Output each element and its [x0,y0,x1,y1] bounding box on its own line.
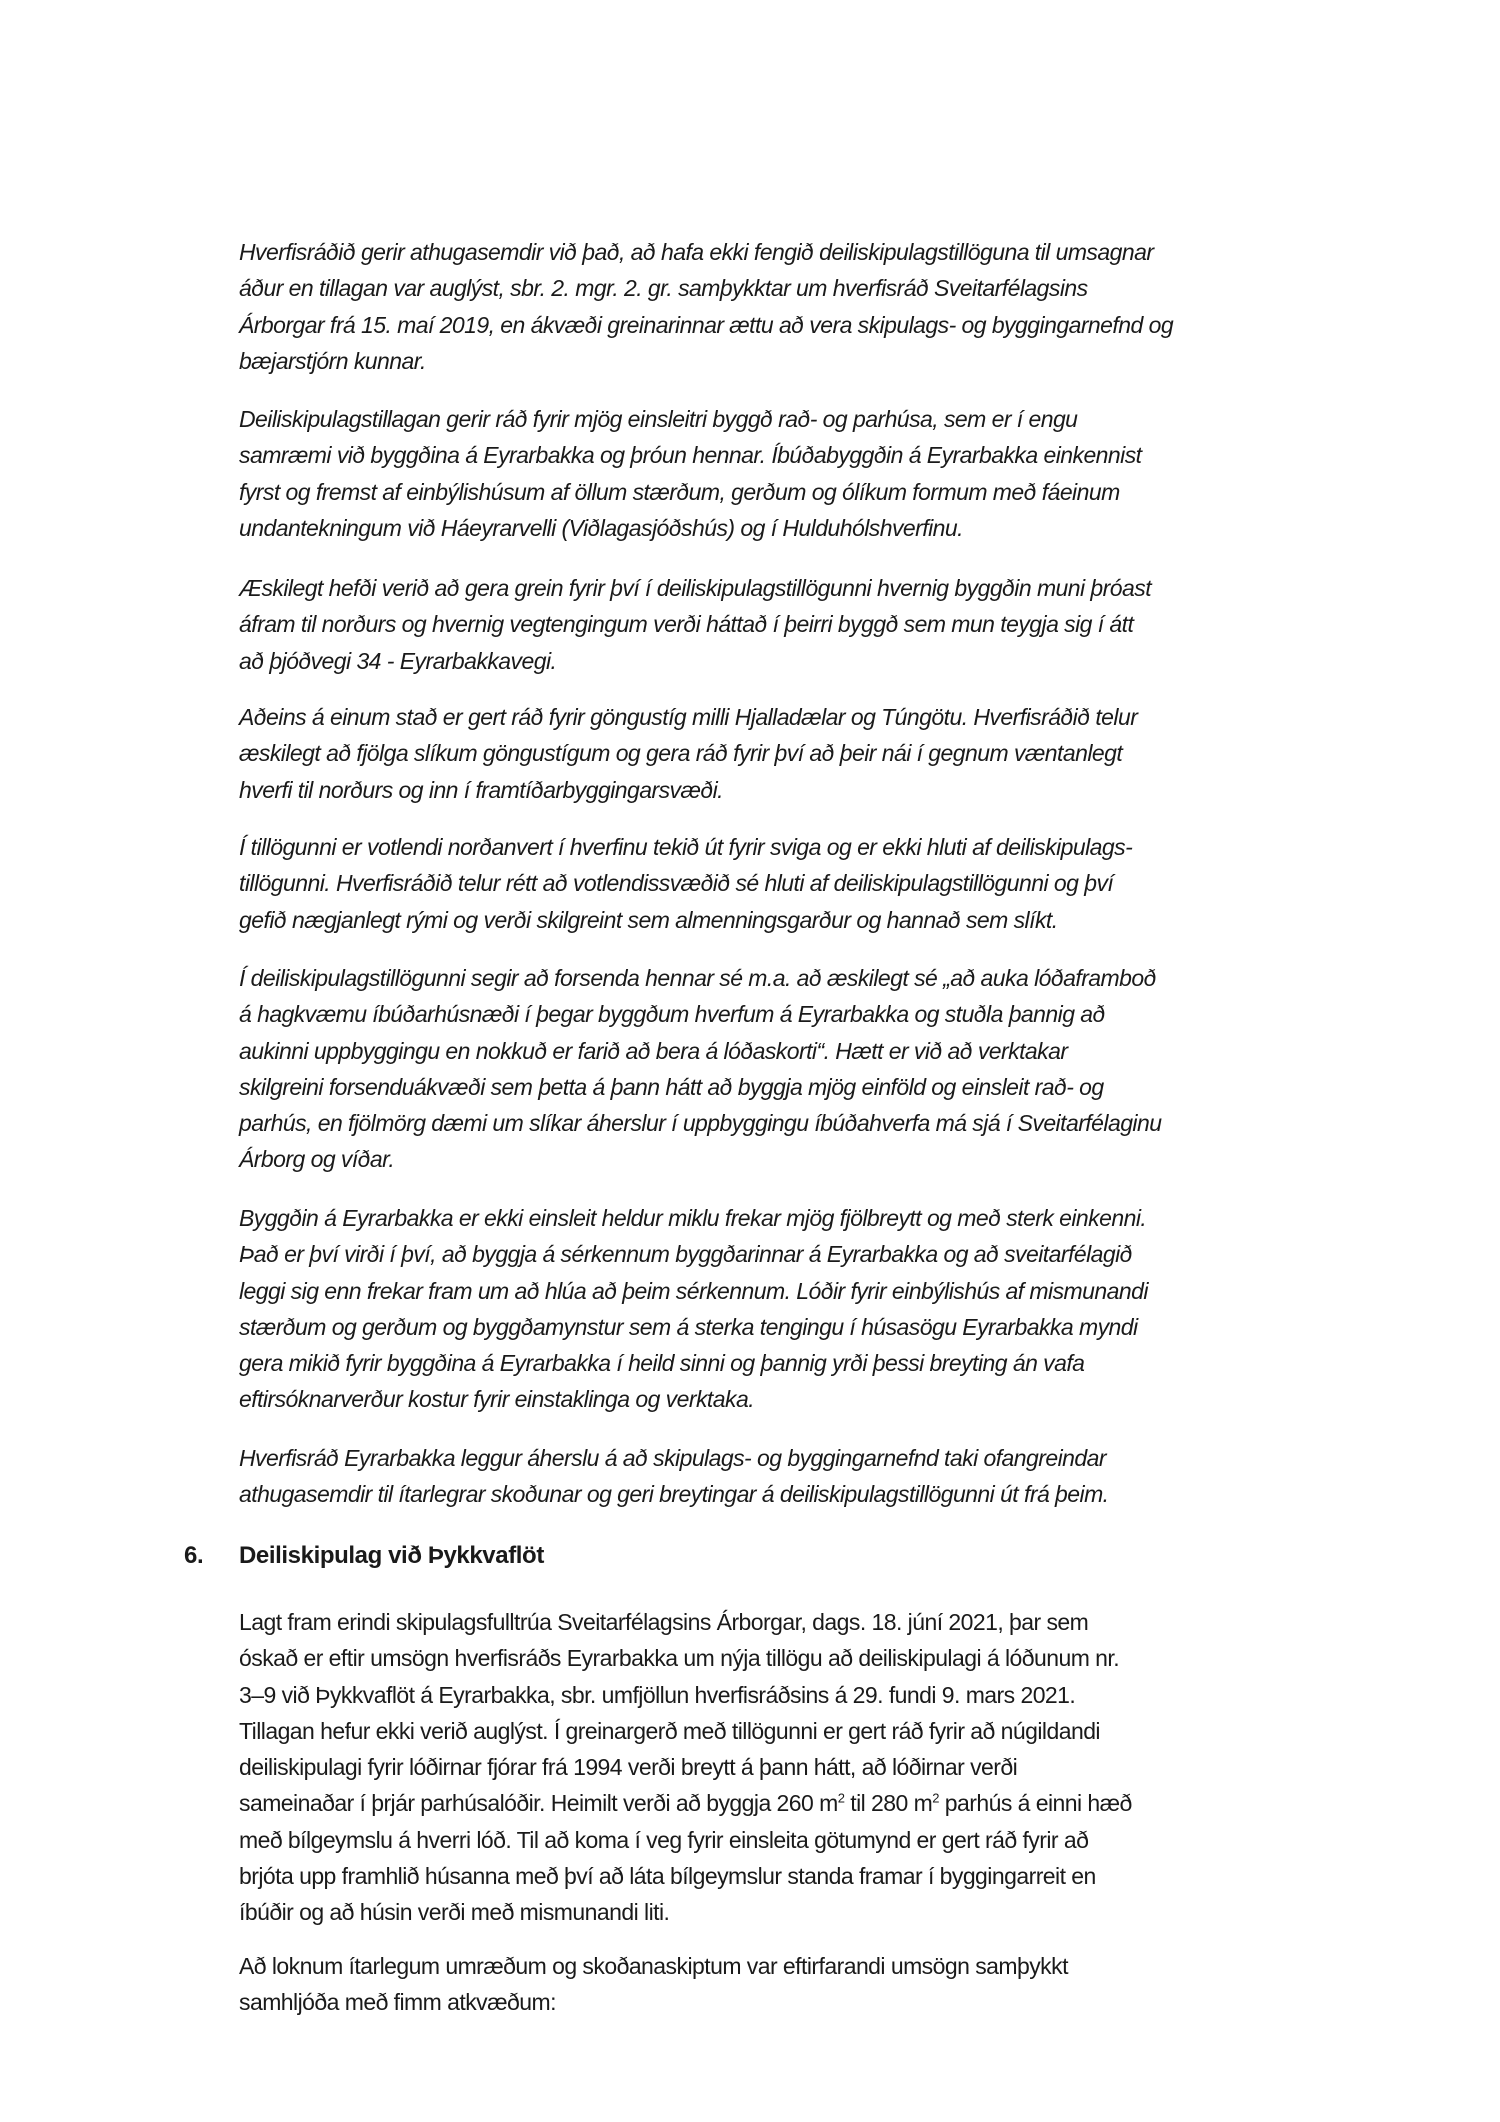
text-line: athugasemdir til ítarlegrar skoðunar og geri breytingar á deiliskipulagstillögunni út frá þeim. [239,1481,1109,1508]
text-line: Í deiliskipulagstillögunni segir að forsenda hennar sé m.a. að æskilegt sé „að auka lóðaframboð [239,965,1156,991]
text-line: að þjóðvegi 34 - Eyrarbakkavegi. [239,647,557,674]
text-line: stærðum og gerðum og byggðamynstur sem á sterka tengingu í húsasögu Eyrarbakka myndi [239,1313,1138,1340]
text-line: deiliskipulagi fyrir lóðirnar fjórar frá 1994 verði breytt á þann hátt, að lóðirnar verði [239,1754,1018,1781]
text-line: hverfi til norðurs og inn í framtíðarbyggingarsvæði. [239,776,724,803]
section-description [239,1604,1359,1931]
comment-paragraph [239,960,1359,1178]
text-line: bæjarstjórn kunnar. [239,347,426,374]
text-line: áður en tillagan var auglýst, sbr. 2. mgr. 2. gr. samþykktar um hverfisráð Sveitarfélagsins [239,275,1088,302]
text-line: Deiliskipulagstillagan gerir ráð fyrir mjög einsleitri byggð rað- og parhúsa, sem er í engu [239,406,1078,432]
text-segment: sameinaðar í þrjár parhúsalóðir. Heimilt verði að byggja 260 m [239,1790,838,1817]
text-line: samhljóða með fimm atkvæðum: [239,1989,556,2016]
text-line: Aðeins á einum stað er gert ráð fyrir göngustíg milli Hjalladælar og Túngötu. Hverfisráðið telur [239,704,1138,730]
text-line: leggi sig enn frekar fram um að hlúa að þeim sérkennum. Lóðir fyrir einbýlishús af mismunandi [239,1277,1148,1304]
text-line: gera mikið fyrir byggðina á Eyrarbakka í heild sinni og þannig yrði þessi breyting án vafa [239,1350,1085,1377]
text-line: tillögunni. Hverfisráðið telur rétt að votlendissvæðið sé hluti af deiliskipulagstillögunni og því [239,870,1114,897]
superscript: 2 [837,1790,845,1806]
text-segment: til 280 m [844,1790,933,1817]
text-line: undantekningum við Háeyrarvelli (Viðlagasjóðshús) og í Hulduhólshverfinu. [239,514,963,541]
text-line: Hverfisráðið gerir athugasemdir við það, að hafa ekki fengið deiliskipulagstillöguna til umsagnar [239,239,1154,265]
text-line: áfram til norðurs og hvernig vegtengingum verði háttað í þeirri byggð sem mun teygja sig í átt [239,611,1134,638]
text-line: Æskilegt hefði verið að gera grein fyrir því í deiliskipulagstillögunni hvernig byggðin muni þróast [239,575,1152,601]
text-line: fyrst og fremst af einbýlishúsum af öllum stærðum, gerðum og ólíkum formum með fáeinum [239,478,1120,505]
section-title: Deiliskipulag við Þykkvaflöt [239,1542,544,1569]
text-line: samræmi við byggðina á Eyrarbakka og þróun hennar. Íbúðabyggðin á Eyrarbakka einkennist [239,442,1142,469]
text-line: íbúðir og að húsin verði með mismunandi liti. [239,1899,670,1926]
text-line: parhús, en fjölmörg dæmi um slíkar áherslur í uppbyggingu íbúðahverfa má sjá í Sveitarfélaginu [239,1110,1162,1137]
text-line: eftirsóknarverður kostur fyrir einstaklinga og verktaka. [239,1386,755,1413]
comment-paragraph [239,234,1359,379]
decision-paragraph [239,1948,1359,2021]
comment-paragraph [239,401,1359,546]
comment-paragraph [239,699,1359,808]
comment-paragraph [239,1440,1359,1513]
text-line: æskilegt að fjölga slíkum göngustígum og gera ráð fyrir því að þeir nái í gegnum væntanlegt [239,740,1123,767]
section-number: 6. [184,1542,204,1569]
section-heading [184,1538,544,1574]
text-line: Hverfisráð Eyrarbakka leggur áherslu á að skipulags- og byggingarnefnd taki ofangreindar [239,1445,1107,1471]
text-line: Árborgar frá 15. maí 2019, en ákvæði greinarinnar ættu að vera skipulags- og byggingarnefnd og [239,311,1174,338]
text-line: 3–9 við Þykkvaflöt á Eyrarbakka, sbr. umfjöllun hverfisráðsins á 29. fundi 9. mars 2021. [239,1681,1076,1708]
text-line [239,1785,1359,1821]
text-line: aukinni uppbyggingu en nokkuð er farið að bera á lóðaskorti“. Hætt er við að verktakar [239,1037,1068,1064]
text-line: Byggðin á Eyrarbakka er ekki einsleit heldur miklu frekar mjög fjölbreytt og með sterk einkenni. [239,1205,1147,1231]
text-line: Það er því virði í því, að byggja á sérkennum byggðarinnar á Eyrarbakka og að sveitarfélagið [239,1241,1132,1268]
text-line: Tillagan hefur ekki verið auglýst. Í greinargerð með tillögunni er gert ráð fyrir að núgildandi [239,1717,1100,1744]
text-segment: parhús á einni hæð [938,1790,1132,1817]
text-line: Að loknum ítarlegum umræðum og skoðanaskiptum var eftirfarandi umsögn samþykkt [239,1953,1068,1979]
text-line: á hagkvæmu íbúðarhúsnæði í þegar byggðum hverfum á Eyrarbakka og stuðla þannig að [239,1001,1105,1028]
comment-paragraph [239,1200,1359,1418]
text-line: Í tillögunni er votlendi norðanvert í hverfinu tekið út fyrir sviga og er ekki hluti af deiliskipulags- [239,834,1133,860]
text-line: Lagt fram erindi skipulagsfulltrúa Sveitarfélagsins Árborgar, dags. 18. júní 2021, þar sem [239,1609,1089,1635]
text-line: skilgreini forsenduákvæði sem þetta á þann hátt að byggja mjög einföld og einsleit rað- og [239,1073,1104,1100]
superscript: 2 [932,1790,939,1806]
comment-paragraph [239,570,1359,679]
text-line: með bílgeymslu á hverri lóð. Til að koma í veg fyrir einsleita götumynd er gert ráð fyrir að [239,1826,1089,1853]
text-line: Árborg og víðar. [239,1146,395,1173]
text-line: brjóta upp framhlið húsanna með því að láta bílgeymslur standa framar í byggingarreit en [239,1863,1096,1890]
text-line: gefið nægjanlegt rými og verði skilgreint sem almenningsgarður og hannað sem slíkt. [239,906,1058,933]
text-line: óskað er eftir umsögn hverfisráðs Eyrarbakka um nýja tillögu að deiliskipulagi á lóðunum nr. [239,1645,1120,1672]
comment-paragraph [239,829,1359,938]
